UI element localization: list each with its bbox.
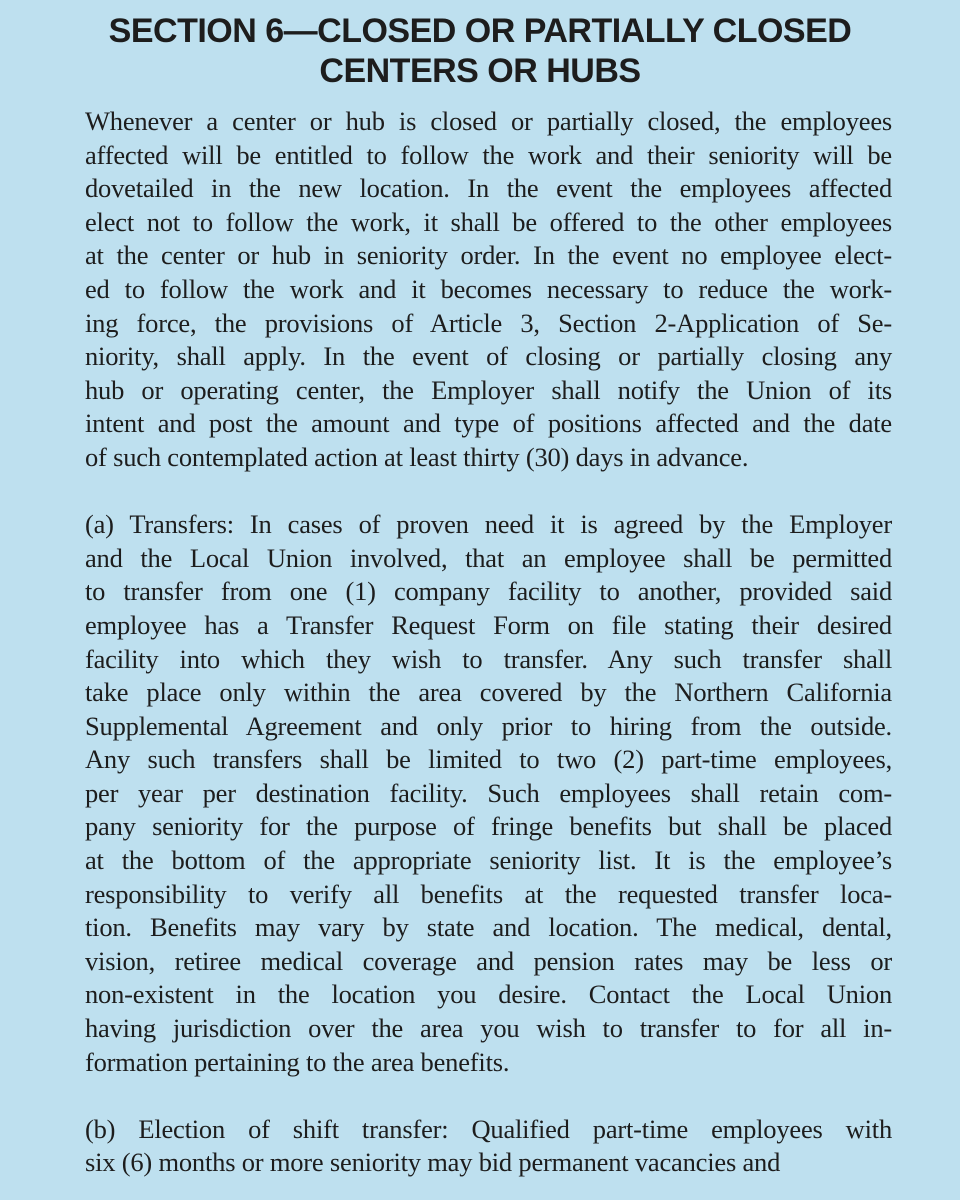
text-line: employee has a Transfer Request Form on file stating their desired: [85, 609, 892, 640]
text-line: non-existent in the location you desire. Contact the Local Union: [85, 979, 892, 1010]
text-line: Whenever a center or hub is closed or partially closed, the employees: [85, 106, 892, 136]
text-line: having jurisdiction over the area you wish to transfer to for all in-: [85, 1013, 892, 1044]
text-line: hub or operating center, the Employer shall notify the Union of its: [85, 374, 892, 405]
paragraph-a-transfers: [85, 508, 892, 1079]
text-line: dovetailed in the new location. In the event the employees affected: [85, 173, 892, 204]
text-line: intent and post the amount and type of positions affected and the date: [85, 408, 892, 439]
text-line: niority, shall apply. In the event of closing or partially closing any: [85, 341, 892, 372]
text-line: Supplemental Agreement and only prior to hiring from the outside.: [85, 710, 892, 741]
text-line: six (6) months or more seniority may bid permanent vacancies and: [85, 1147, 781, 1178]
text-line: (a) Transfers: In cases of proven need it is agreed by the Employer: [85, 509, 892, 540]
text-line: pany seniority for the purpose of fringe benefits but shall be placed: [85, 811, 892, 842]
text-line: at the bottom of the appropriate seniority list. It is the employee’s: [85, 845, 892, 876]
paragraph-intro: [85, 105, 892, 475]
section-heading-line2: CENTERS OR HUBS: [319, 52, 641, 90]
text-line: ed to follow the work and it becomes necessary to reduce the work-: [85, 273, 892, 304]
text-line: and the Local Union involved, that an employee shall be permitted: [85, 542, 892, 573]
paragraph-b-shift-transfer: [85, 1113, 892, 1180]
text-line: ing force, the provisions of Article 3, Section 2-Application of Se-: [85, 307, 892, 338]
text-line: per year per destination facility. Such employees shall retain com-: [85, 777, 892, 808]
section-heading: [0, 0, 960, 91]
text-line: of such contemplated action at least thirty (30) days in advance.: [85, 441, 749, 472]
text-line: take place only within the area covered by the Northern California: [85, 677, 892, 708]
text-line: to transfer from one (1) company facility to another, provided said: [85, 576, 892, 607]
text-line: affected will be entitled to follow the work and their seniority will be: [85, 139, 892, 170]
section-heading-line1: SECTION 6—CLOSED OR PARTIALLY CLOSED: [108, 12, 852, 50]
text-line: responsibility to verify all benefits at the requested transfer loca-: [85, 878, 892, 909]
text-line: tion. Benefits may vary by state and location. The medical, dental,: [85, 912, 892, 943]
text-line: Any such transfers shall be limited to two (2) part-time employees,: [85, 744, 892, 775]
text-line: facility into which they wish to transfer. Any such transfer shall: [85, 643, 892, 674]
text-line: at the center or hub in seniority order. In the event no employee elect-: [85, 240, 892, 271]
text-line: vision, retiree medical coverage and pension rates may be less or: [85, 945, 892, 976]
text-line: elect not to follow the work, it shall be offered to the other employees: [85, 206, 892, 237]
text-line: (b) Election of shift transfer: Qualified part-time employees with: [85, 1113, 892, 1144]
document-body: [0, 91, 960, 1180]
text-line: formation pertaining to the area benefits.: [85, 1046, 510, 1077]
